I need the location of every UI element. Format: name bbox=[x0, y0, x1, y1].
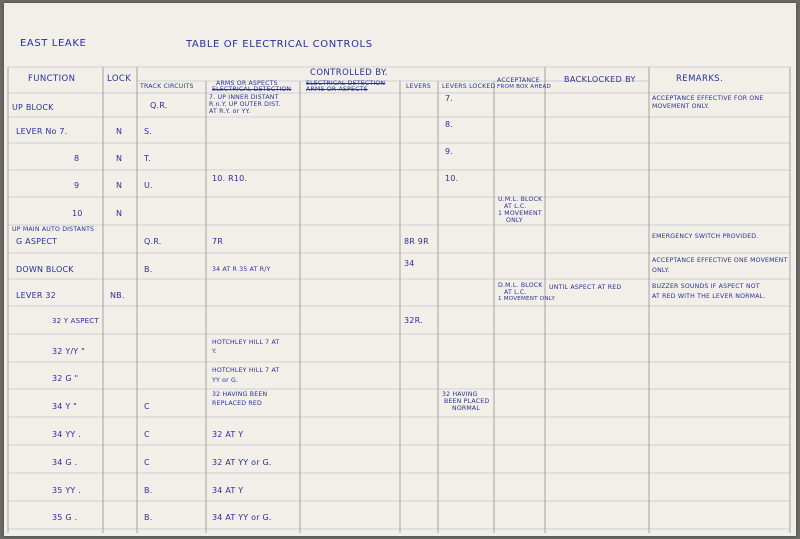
row-levers: 32R. bbox=[404, 316, 423, 325]
row-function: 32 Y ASPECT bbox=[52, 317, 99, 325]
row-function: 34 Y " bbox=[52, 402, 78, 411]
row-function: 9 bbox=[74, 181, 80, 190]
row-track-circuit: C bbox=[144, 430, 150, 439]
header-electrical-detection-struck: ARMS OR ASPECTS bbox=[306, 86, 368, 93]
station-name: EAST LEAKE bbox=[20, 38, 87, 49]
row-track-circuit: Q.R. bbox=[144, 237, 162, 246]
row-levers-locked: 9. bbox=[445, 147, 454, 156]
row-function: 32 G " bbox=[52, 374, 79, 383]
row-aspects: 34 AT Y bbox=[212, 486, 244, 495]
row-remarks: EMERGENCY SWITCH PROVIDED. bbox=[652, 233, 759, 240]
header-arms-aspects: ARMS OR ASPECTS bbox=[216, 80, 278, 87]
row-aspects: REPLACED RED bbox=[212, 400, 262, 407]
row-remarks: MOVEMENT ONLY. bbox=[652, 103, 710, 110]
row-aspects: R.n.Y. UP OUTER DIST. bbox=[209, 101, 281, 108]
row-aspects: 32 AT Y bbox=[212, 430, 244, 439]
header-levers-locked: LEVERS LOCKED bbox=[442, 83, 496, 90]
row-aspects: YY or G. bbox=[212, 377, 239, 384]
row-lock: N bbox=[116, 154, 123, 163]
row-function: LEVER No 7. bbox=[16, 127, 68, 136]
row-levers-locked: NORMAL bbox=[452, 405, 481, 412]
row-aspects: AT R.Y. or YY. bbox=[209, 108, 251, 115]
row-acceptance: U.M.L. BLOCK bbox=[498, 196, 543, 203]
row-track-circuit: Q.R. bbox=[150, 101, 168, 110]
row-function: 10 bbox=[72, 209, 83, 218]
row-remarks: ACCEPTANCE EFFECTIVE ONE MOVEMENT bbox=[652, 257, 788, 264]
row-levers: 8R 9R bbox=[404, 237, 429, 246]
row-aspects: Y. bbox=[212, 348, 217, 355]
row-function: UP BLOCK bbox=[12, 103, 54, 112]
row-track-circuit: B. bbox=[144, 513, 153, 522]
row-lock: N bbox=[116, 209, 123, 218]
row-acceptance: 1 MOVEMENT bbox=[498, 210, 542, 217]
header-acceptance-sub: FROM BOX AHEAD bbox=[497, 84, 552, 90]
row-aspects: 34 AT R 35 AT R/Y bbox=[212, 266, 271, 273]
row-track-circuit: C bbox=[144, 402, 150, 411]
row-levers-locked: 8. bbox=[445, 120, 454, 129]
row-function: LEVER 32 bbox=[16, 291, 56, 300]
table-title: TABLE OF ELECTRICAL CONTROLS bbox=[186, 39, 373, 50]
row-acceptance: AT L.C. bbox=[504, 289, 527, 296]
row-acceptance: D.M.L. BLOCK bbox=[498, 282, 543, 289]
header-arms-aspects-struck: ELECTRICAL DETECTION bbox=[212, 86, 292, 93]
row-acceptance: AT L.C. bbox=[504, 203, 527, 210]
row-function: 34 YY . bbox=[52, 430, 81, 439]
header-track-circuits: TRACK CIRCUITS bbox=[140, 83, 194, 90]
row-remarks: AT RED WITH THE LEVER NORMAL. bbox=[652, 293, 766, 300]
row-aspects: 7R bbox=[212, 237, 224, 246]
row-aspects: 32 AT YY or G. bbox=[212, 458, 272, 467]
row-function: UP MAIN AUTO DISTANTS bbox=[12, 226, 95, 233]
row-lock: NB. bbox=[110, 291, 125, 300]
row-aspects: HOTCHLEY HILL 7 AT bbox=[212, 339, 280, 346]
header-backlocked-by: BACKLOCKED BY bbox=[564, 75, 636, 84]
row-acceptance: 1 MOVEMENT ONLY bbox=[498, 296, 555, 302]
row-lock: N bbox=[116, 181, 123, 190]
row-function: 8 bbox=[74, 154, 80, 163]
row-aspects: 34 AT YY or G. bbox=[212, 513, 272, 522]
row-acceptance: ONLY bbox=[506, 217, 523, 224]
row-levers: 34 bbox=[404, 259, 415, 268]
row-function: 32 Y/Y " bbox=[52, 347, 86, 356]
header-electrical-detection: ELECTRICAL DETECTION bbox=[306, 80, 386, 87]
row-track-circuit: U. bbox=[144, 181, 153, 190]
row-remarks: ACCEPTANCE EFFECTIVE FOR ONE bbox=[652, 95, 764, 102]
row-backlocked: UNTIL ASPECT AT RED bbox=[549, 284, 622, 291]
row-aspects: 32 HAVING BEEN bbox=[212, 391, 268, 398]
header-controlled-by: CONTROLLED BY. bbox=[310, 68, 388, 78]
header-function: FUNCTION bbox=[28, 74, 76, 84]
row-function: 35 YY . bbox=[52, 486, 81, 495]
row-levers-locked: 32 HAVING bbox=[442, 391, 478, 398]
row-aspects: HOTCHLEY HILL 7 AT bbox=[212, 367, 280, 374]
header-acceptance: ACCEPTANCE bbox=[497, 77, 540, 84]
row-remarks: BUZZER SOUNDS IF ASPECT NOT bbox=[652, 283, 760, 290]
control-table-card bbox=[4, 3, 796, 536]
header-levers: LEVERS bbox=[406, 83, 431, 90]
row-aspects: 7. UP INNER DISTANT bbox=[209, 94, 279, 101]
header-lock: LOCK bbox=[107, 74, 132, 84]
row-aspects: 10. R10. bbox=[212, 174, 248, 183]
row-function: 34 G . bbox=[52, 458, 78, 467]
row-track-circuit: B. bbox=[144, 265, 153, 274]
row-levers-locked: 7. bbox=[445, 94, 454, 103]
row-track-circuit: B. bbox=[144, 486, 153, 495]
row-function: 35 G . bbox=[52, 513, 78, 522]
row-lock: N bbox=[116, 127, 123, 136]
row-track-circuit: C bbox=[144, 458, 150, 467]
row-track-circuit: S. bbox=[144, 127, 153, 136]
row-track-circuit: T. bbox=[144, 154, 151, 163]
row-function-sub: G ASPECT bbox=[16, 237, 58, 246]
row-levers-locked: 10. bbox=[445, 174, 459, 183]
row-remarks: ONLY. bbox=[652, 267, 670, 274]
row-function: DOWN BLOCK bbox=[16, 265, 74, 274]
row-levers-locked: BEEN PLACED bbox=[444, 398, 490, 405]
header-remarks: REMARKS. bbox=[676, 74, 724, 84]
